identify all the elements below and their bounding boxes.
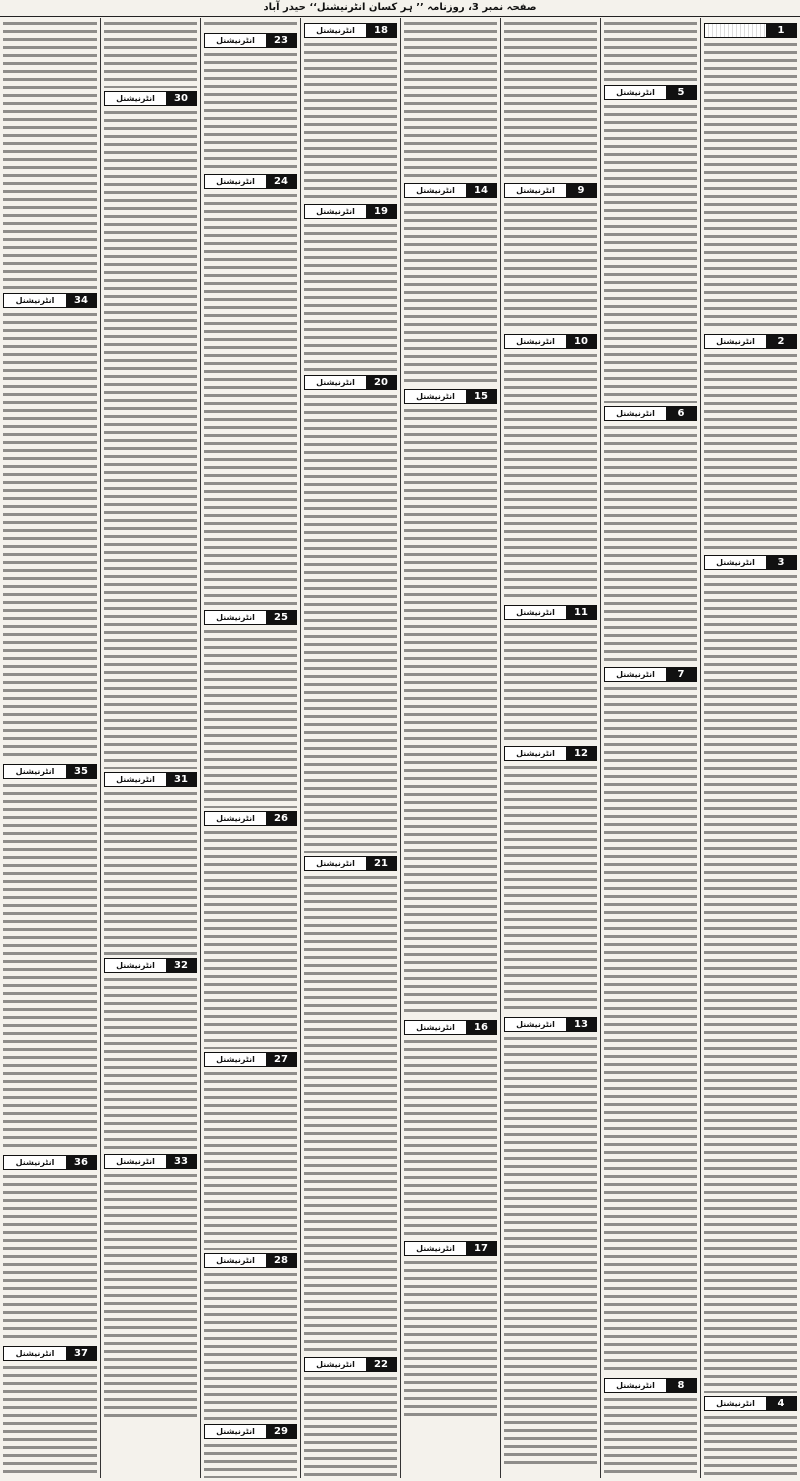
news-item-number: 11 — [566, 606, 596, 619]
news-item — [3, 1346, 97, 1474]
news-text — [404, 1038, 497, 1238]
news-item-number: 13 — [566, 1018, 596, 1031]
news-text — [604, 20, 697, 82]
section-label: انٹرنیشنل — [305, 1358, 366, 1371]
news-item-number: 23 — [266, 34, 296, 47]
column-1 — [700, 18, 800, 1478]
news-item-badge — [104, 958, 197, 973]
news-item — [704, 23, 797, 331]
news-item-number: 24 — [266, 175, 296, 188]
column-4 — [400, 18, 500, 1478]
section-label: انٹرنیشنل — [605, 86, 666, 99]
section-label: انٹرنیشنل — [705, 556, 766, 569]
news-item-number: 10 — [566, 335, 596, 348]
column-2 — [600, 18, 700, 1478]
news-item-badge — [204, 811, 297, 826]
news-item — [504, 334, 597, 602]
news-text — [204, 1070, 297, 1250]
news-item — [304, 856, 397, 1354]
news-item — [3, 764, 97, 1152]
news-text — [504, 764, 597, 1014]
section-label: انٹرنیشنل — [205, 611, 266, 624]
news-item-number: 15 — [466, 390, 496, 403]
column-5 — [300, 18, 400, 1478]
news-item-badge — [604, 406, 697, 421]
section-label: انٹرنیشنل — [405, 1021, 466, 1034]
news-item-badge — [104, 91, 197, 106]
news-item — [404, 1241, 497, 1419]
news-item-number: 22 — [366, 1358, 396, 1371]
news-item-badge — [504, 605, 597, 620]
news-text — [204, 1442, 297, 1478]
news-item-badge — [504, 183, 597, 198]
news-item-number: 12 — [566, 747, 596, 760]
news-item-badge — [604, 667, 697, 682]
news-item — [104, 91, 197, 769]
news-item-number: 2 — [766, 335, 796, 348]
news-text — [304, 41, 397, 201]
news-item — [504, 746, 597, 1014]
news-text — [204, 192, 297, 607]
news-item-number: 21 — [366, 857, 396, 870]
news-item-badge — [404, 1020, 497, 1035]
news-item — [604, 1378, 697, 1478]
news-item-number: 36 — [66, 1156, 96, 1169]
news-item-number: 29 — [266, 1425, 296, 1438]
section-label: انٹرنیشنل — [605, 668, 666, 681]
news-item-number: 4 — [766, 1397, 796, 1410]
masthead: صفحہ نمبر 3، روزنامہ ’’ ہر کسان انٹرنیشنل‘‘ حیدر آباد — [0, 0, 800, 17]
column-8 — [0, 18, 100, 1478]
news-item — [704, 555, 797, 1393]
news-item — [704, 334, 797, 552]
news-item-number: 28 — [266, 1254, 296, 1267]
news-item-number: 19 — [366, 205, 396, 218]
news-item — [304, 1357, 397, 1478]
news-text — [104, 109, 197, 769]
news-text — [604, 103, 697, 403]
news-item — [404, 1020, 497, 1238]
news-text — [3, 1364, 97, 1474]
section-label: انٹرنیشنل — [105, 959, 166, 972]
news-text — [104, 20, 197, 88]
section-label: انٹرنیشنل — [505, 1018, 566, 1031]
news-item-number: 3 — [766, 556, 796, 569]
column-7 — [100, 18, 200, 1478]
news-text — [404, 20, 497, 180]
news-item — [604, 85, 697, 403]
section-label: انٹرنیشنل — [705, 1397, 766, 1410]
news-text — [3, 311, 97, 761]
news-item-badge — [104, 772, 197, 787]
news-item-badge — [204, 1424, 297, 1439]
news-item — [204, 174, 297, 607]
section-label: انٹرنیشنل — [605, 1379, 666, 1392]
news-item-number: 30 — [166, 92, 196, 105]
news-item-number: 1 — [766, 24, 796, 37]
news-item-badge — [604, 85, 697, 100]
section-label: انٹرنیشنل — [205, 175, 266, 188]
news-item-badge — [304, 375, 397, 390]
section-label: انٹرنیشنل — [505, 184, 566, 197]
news-item — [3, 293, 97, 761]
news-item-badge — [504, 334, 597, 349]
news-text — [504, 1035, 597, 1465]
news-item-badge — [3, 293, 97, 308]
news-item-badge — [404, 389, 497, 404]
news-item — [304, 23, 397, 201]
news-text — [204, 51, 297, 171]
news-text — [704, 41, 797, 331]
section-label: انٹرنیشنل — [305, 24, 366, 37]
section-label: انٹرنیشنل — [105, 1155, 166, 1168]
news-text — [104, 790, 197, 955]
news-item-badge — [204, 1253, 297, 1268]
news-text — [404, 407, 497, 1017]
news-item-number: 26 — [266, 812, 296, 825]
news-item-number: 18 — [366, 24, 396, 37]
news-item-badge — [404, 183, 497, 198]
section-label: انٹرنیشنل — [305, 857, 366, 870]
news-item-badge — [204, 1052, 297, 1067]
news-text — [404, 1259, 497, 1419]
news-item-badge — [704, 23, 797, 38]
news-item — [404, 389, 497, 1017]
news-item — [204, 610, 297, 808]
news-text — [604, 424, 697, 664]
news-text — [204, 1271, 297, 1421]
news-item-number: 35 — [66, 765, 96, 778]
news-item-badge — [3, 1346, 97, 1361]
news-item-badge — [404, 1241, 497, 1256]
news-item — [504, 605, 597, 743]
news-item-badge — [504, 1017, 597, 1032]
news-text — [604, 685, 697, 1375]
news-item — [204, 1424, 297, 1478]
news-item-badge — [204, 174, 297, 189]
news-text — [504, 20, 597, 180]
section-label: انٹرنیشنل — [305, 376, 366, 389]
news-text — [3, 1173, 97, 1343]
news-item — [204, 1052, 297, 1250]
news-item — [3, 1155, 97, 1343]
news-item-number: 5 — [666, 86, 696, 99]
news-text — [304, 874, 397, 1354]
news-item — [304, 375, 397, 853]
news-item-number: 32 — [166, 959, 196, 972]
section-label: انٹرنیشنل — [405, 1242, 466, 1255]
news-item-badge — [104, 1154, 197, 1169]
news-item — [404, 183, 497, 386]
news-item-number: 37 — [66, 1347, 96, 1360]
column-6 — [200, 18, 300, 1478]
news-item-number: 6 — [666, 407, 696, 420]
news-item-number: 33 — [166, 1155, 196, 1168]
news-item-badge — [504, 746, 597, 761]
news-item — [504, 1017, 597, 1465]
section-label: انٹرنیشنل — [4, 294, 66, 307]
news-text — [704, 352, 797, 552]
news-item-number: 16 — [466, 1021, 496, 1034]
news-item — [204, 811, 297, 1049]
news-item — [104, 958, 197, 1151]
news-item-number: 14 — [466, 184, 496, 197]
news-text — [3, 782, 97, 1152]
news-item-number: 20 — [366, 376, 396, 389]
section-label: انٹرنیشنل — [205, 1254, 266, 1267]
section-label: انٹرنیشنل — [205, 812, 266, 825]
news-item-number: 25 — [266, 611, 296, 624]
section-label: انٹرنیشنل — [4, 765, 66, 778]
section-label: انٹرنیشنل — [705, 335, 766, 348]
news-text — [104, 1172, 197, 1422]
news-text — [504, 623, 597, 743]
news-item-badge — [3, 1155, 97, 1170]
section-label: انٹرنیشنل — [205, 34, 266, 47]
section-label: انٹرنیشنل — [505, 606, 566, 619]
section-label: انٹرنیشنل — [605, 407, 666, 420]
news-item — [104, 772, 197, 955]
news-text — [604, 1396, 697, 1478]
news-item-number: 17 — [466, 1242, 496, 1255]
news-item-number: 7 — [666, 668, 696, 681]
news-item-number: 34 — [66, 294, 96, 307]
news-item-badge — [3, 764, 97, 779]
news-item — [104, 1154, 197, 1422]
news-item-badge — [704, 1396, 797, 1411]
news-item-badge — [304, 1357, 397, 1372]
news-item-badge — [304, 23, 397, 38]
section-label: انٹرنیشنل — [205, 1053, 266, 1066]
news-text — [304, 222, 397, 372]
section-label: انٹرنیشنل — [205, 1425, 266, 1438]
news-item — [704, 1396, 797, 1478]
news-text — [704, 573, 797, 1393]
news-item-badge — [704, 555, 797, 570]
news-text — [3, 20, 97, 290]
news-text — [704, 1414, 797, 1478]
news-text — [304, 1375, 397, 1478]
news-item — [204, 1253, 297, 1421]
news-item — [204, 33, 297, 171]
news-text — [104, 976, 197, 1151]
news-item-badge — [704, 334, 797, 349]
news-item-badge — [204, 33, 297, 48]
news-item-badge — [204, 610, 297, 625]
news-item-badge — [304, 856, 397, 871]
section-label: انٹرنیشنل — [505, 335, 566, 348]
news-text — [304, 393, 397, 853]
news-item-number: 31 — [166, 773, 196, 786]
news-item-number: 9 — [566, 184, 596, 197]
news-text — [204, 20, 297, 30]
section-label: انٹرنیشنل — [505, 747, 566, 760]
section-label: انٹرنیشنل — [4, 1156, 66, 1169]
section-label: انٹرنیشنل — [4, 1347, 66, 1360]
column-3 — [500, 18, 600, 1478]
news-item-badge — [304, 204, 397, 219]
news-item — [604, 406, 697, 664]
news-text — [504, 352, 597, 602]
section-label: انٹرنیشنل — [105, 92, 166, 105]
news-item-number: 8 — [666, 1379, 696, 1392]
section-label: انٹرنیشنل — [405, 390, 466, 403]
news-item-badge — [604, 1378, 697, 1393]
news-item — [504, 183, 597, 331]
section-label: انٹرنیشنل — [105, 773, 166, 786]
news-item — [304, 204, 397, 372]
section-label: انٹرنیشنل — [405, 184, 466, 197]
news-text — [404, 201, 497, 386]
news-item-number: 27 — [266, 1053, 296, 1066]
news-item — [604, 667, 697, 1375]
news-text — [204, 829, 297, 1049]
news-text — [204, 628, 297, 808]
section-label: انٹرنیشنل — [305, 205, 366, 218]
news-text — [504, 201, 597, 331]
